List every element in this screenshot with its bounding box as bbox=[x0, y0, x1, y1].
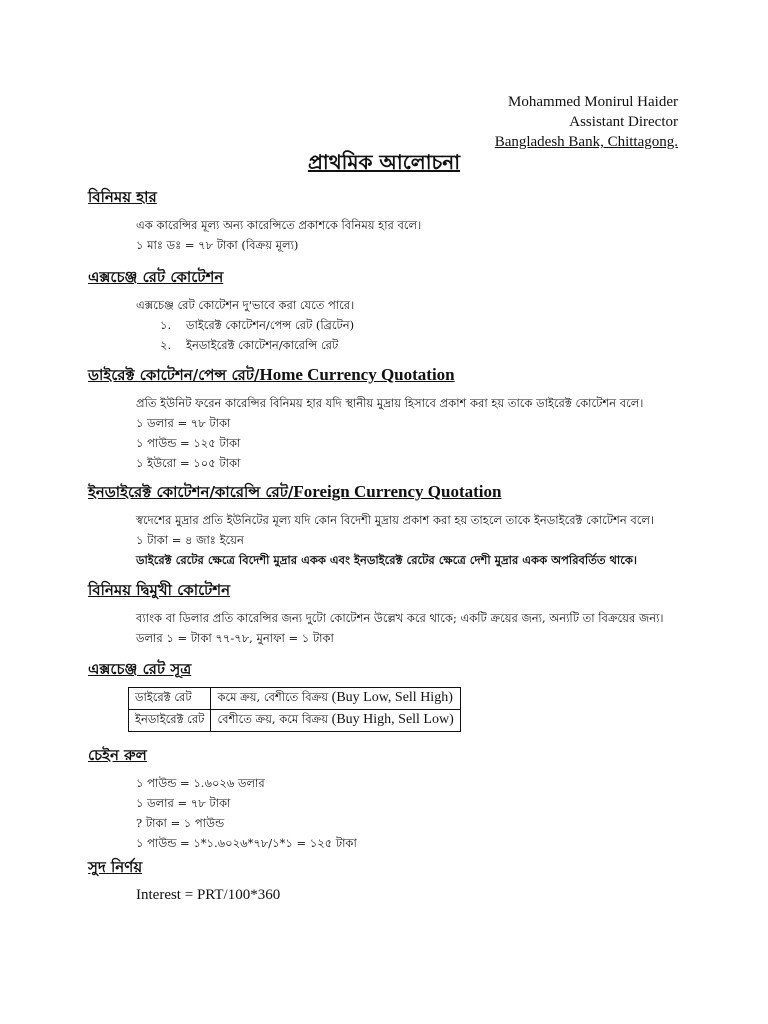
section-heading: চেইন রুল bbox=[88, 746, 147, 764]
section-chain-rule bbox=[88, 744, 708, 853]
body-line: ব্যাংক বা ডিলার প্রতি কারেন্সির জন্য দুটো কোটেশন উল্লেখ করে থাকে; একটি ক্রয়ের জন্য, অন্যটি তা বিক্রয়ের জন্য। bbox=[136, 611, 664, 625]
section-heading: ডাইরেক্ট কোটেশন/পেন্স রেট/Home Currency Quotation bbox=[88, 365, 455, 384]
body-line-bold: ডাইরেক্ট রেটের ক্ষেত্রে বিদেশী মুদ্রার একক এবং ইনডাইরেক্ট রেটের ক্ষেত্রে দেশী মুদ্রার একক অপরিবর্তিত থাকে। bbox=[136, 553, 638, 567]
body-line: প্রতি ইউনিট ফরেন কারেন্সির বিনিময় হার যদি স্থানীয় মুদ্রায় হিসাবে প্রকাশ করা হয় তাকে ডাইরেক্ট কোটেশন বলে। bbox=[136, 396, 644, 410]
section-heading: ইনডাইরেক্ট কোটেশন/কারেন্সি রেট/Foreign Currency Quotation bbox=[88, 482, 502, 501]
section-heading: বিনিময় দ্বিমুখী কোটেশন bbox=[88, 581, 231, 599]
section-direct-quotation bbox=[88, 364, 708, 473]
body-line: এক কারেন্সির মূল্য অন্য কারেন্সিতে প্রকাশকে বিনিময় হার বলে। bbox=[136, 218, 422, 232]
author-organization: Bangladesh Bank, Chittagong. bbox=[494, 134, 678, 150]
section-heading: এক্সচেঞ্জ রেট কোটেশন bbox=[88, 268, 224, 286]
section-rate-formula bbox=[88, 658, 708, 732]
interest-formula: Interest = PRT/100*360 bbox=[136, 887, 281, 903]
body-line: এক্সচেঞ্জ রেট কোটেশন দু'ভাবে করা যেতে পারে। bbox=[136, 298, 355, 312]
body-line: ১ পাউন্ড = ১.৬০২৬ ডলার bbox=[136, 776, 265, 790]
body-line: ১ পাউন্ড = ১*১.৬০২৬*৭৮/১*১ = ১২৫ টাকা bbox=[136, 836, 357, 850]
table-cell-value: বেশীতে ক্রয়, কমে বিক্রয় (Buy High, Sell Low) bbox=[211, 710, 460, 732]
section-heading: এক্সচেঞ্জ রেট সূত্র bbox=[88, 660, 192, 678]
author-block bbox=[495, 92, 678, 152]
body-line: স্বদেশের মুদ্রার প্রতি ইউনিটের মূল্য যদি কোন বিদেশী মুদ্রায় প্রকাশ করা হয় তাহলে তাকে ইনডাইরেক্ট কোটেশন বলে। bbox=[136, 513, 655, 527]
rate-formula-table bbox=[128, 687, 461, 732]
section-rate-quotation bbox=[88, 266, 708, 355]
section-heading: সুদ নির্ণয় bbox=[88, 858, 143, 876]
page-title: প্রাথমিক আলোচনা bbox=[307, 150, 461, 174]
body-line: ১ পাউন্ড = ১২৫ টাকা bbox=[136, 436, 241, 450]
section-interest bbox=[88, 856, 708, 905]
author-name: Mohammed Monirul Haider bbox=[508, 94, 678, 110]
list-item: ২. ইনডাইরেক্ট কোটেশন/কারেন্সি রেট bbox=[160, 338, 339, 352]
body-line: ১ ডলার = ৭৮ টাকা bbox=[136, 416, 231, 430]
section-exchange-rate bbox=[88, 186, 708, 255]
body-line: ১ মাঃ ডঃ = ৭৮ টাকা (বিক্রয় মূল্য) bbox=[136, 238, 299, 252]
table-row bbox=[129, 710, 461, 732]
table-row bbox=[129, 688, 461, 710]
body-line: ডলার ১ = টাকা ৭৭-৭৮, মুনাফা = ১ টাকা bbox=[136, 631, 334, 645]
section-heading: বিনিময় হার bbox=[88, 188, 157, 206]
body-line: ১ টাকা = ৪ জাঃ ইয়েন bbox=[136, 533, 244, 547]
author-designation: Assistant Director bbox=[569, 114, 678, 130]
body-line: ১ ইউরো = ১০৫ টাকা bbox=[136, 456, 241, 470]
section-two-way-quotation bbox=[88, 579, 708, 648]
section-indirect-quotation bbox=[88, 481, 708, 570]
table-cell-value: কমে ক্রয়, বেশীতে বিক্রয় (Buy Low, Sell High) bbox=[211, 688, 460, 710]
body-line: ১ ডলার = ৭৮ টাকা bbox=[136, 796, 231, 810]
list-item: ১. ডাইরেক্ট কোটেশন/পেন্স রেট (ব্রিটেন) bbox=[160, 318, 355, 332]
table-cell-label: ইনডাইরেক্ট রেট bbox=[129, 710, 211, 732]
table-cell-label: ডাইরেক্ট রেট bbox=[129, 688, 211, 710]
body-line: ? টাকা = ১ পাউন্ড bbox=[136, 816, 225, 830]
